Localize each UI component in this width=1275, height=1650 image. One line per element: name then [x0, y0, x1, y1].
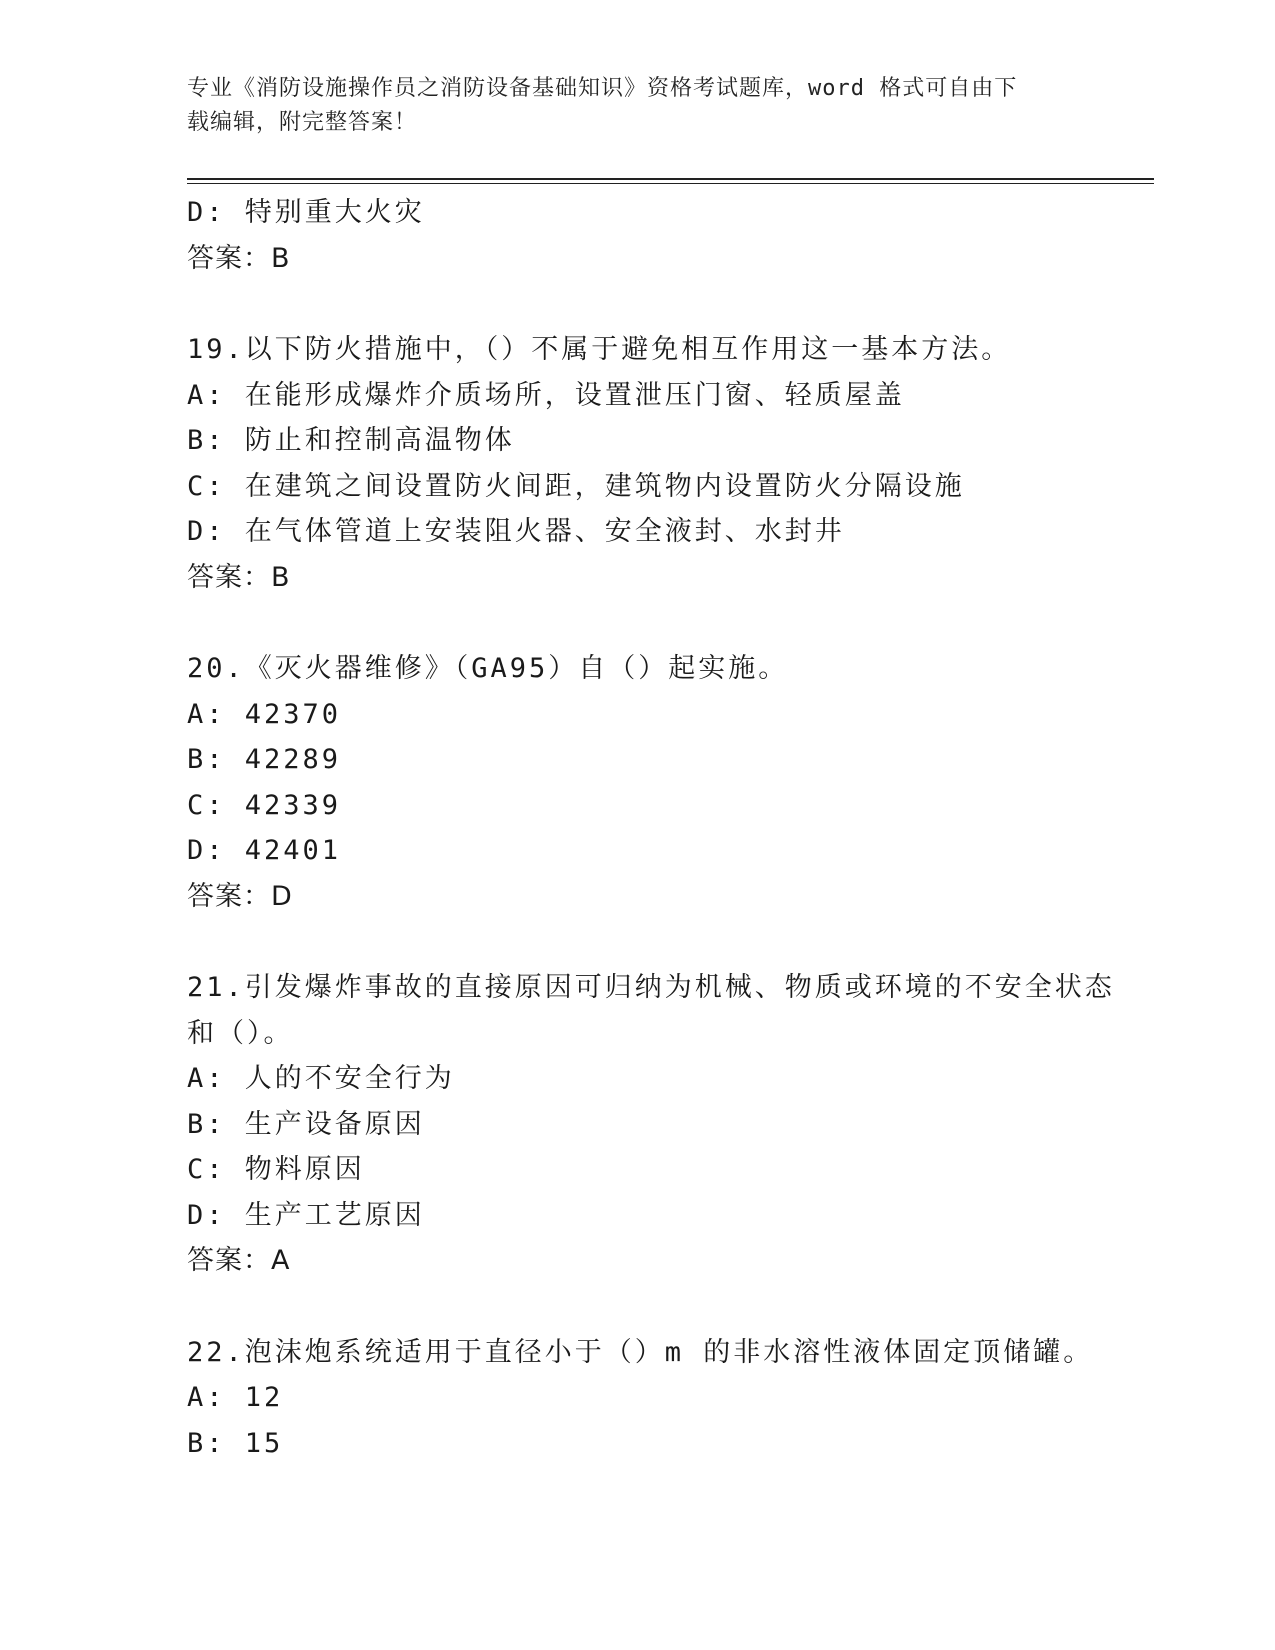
option-a: A: 人的不安全行为: [187, 1063, 455, 1094]
option-d: D: 在气体管道上安装阻火器、安全液封、水封井: [187, 516, 845, 547]
question-stem-line-1: 21.引发爆炸事故的直接原因可归纳为机械、物质或环境的不安全状态: [187, 972, 1115, 1003]
question-20: [187, 646, 1087, 919]
document-header: [187, 72, 1077, 140]
option-b: B: 15: [187, 1427, 284, 1459]
answer: 答案：D: [187, 880, 293, 912]
question-stem: 22.泡沫炮系统适用于直径小于（）m 的非水溶性液体固定顶储罐。: [187, 1336, 1094, 1368]
option-c: C: 在建筑之间设置防火间距，建筑物内设置防火分隔设施: [187, 470, 965, 502]
question-22: [187, 1330, 1094, 1467]
header-line-1: 专业《消防设施操作员之消防设备基础知识》资格考试题库，word 格式可自由下: [187, 76, 1018, 101]
option-a: A: 12: [187, 1382, 284, 1413]
option-b: B: 生产设备原因: [187, 1108, 425, 1140]
option-b: B: 防止和控制高温物体: [187, 425, 515, 456]
option-d: D: 生产工艺原因: [187, 1199, 425, 1231]
option-b: B: 42289: [187, 744, 342, 775]
option-c: C: 物料原因: [187, 1154, 365, 1185]
answer: 答案：B: [187, 242, 291, 274]
question-list: [187, 190, 1115, 1466]
question-stem: 19.以下防火措施中，（）不属于避免相互作用这一基本方法。: [187, 334, 1012, 365]
option-d: D: 特别重大火灾: [187, 197, 425, 228]
header-line-2: 载编辑，附完整答案！: [187, 110, 418, 135]
question-stem: 20.《灭火器维修》（GA95）自（）起实施。: [187, 653, 789, 684]
header-rule-thin: [187, 183, 1154, 184]
question-stem-line-2: 和（）。: [187, 1017, 294, 1049]
option-a: A: 在能形成爆炸介质场所，设置泄压门窗、轻质屋盖: [187, 379, 905, 411]
question-19: [187, 327, 1087, 600]
option-d: D: 42401: [187, 835, 342, 866]
answer: 答案：A: [187, 1245, 291, 1276]
option-c: C: 42339: [187, 789, 342, 821]
header-rule-thick: [187, 178, 1154, 180]
option-a: A: 42370: [187, 698, 342, 730]
answer: 答案：B: [187, 561, 291, 593]
question-21: [187, 965, 1115, 1284]
